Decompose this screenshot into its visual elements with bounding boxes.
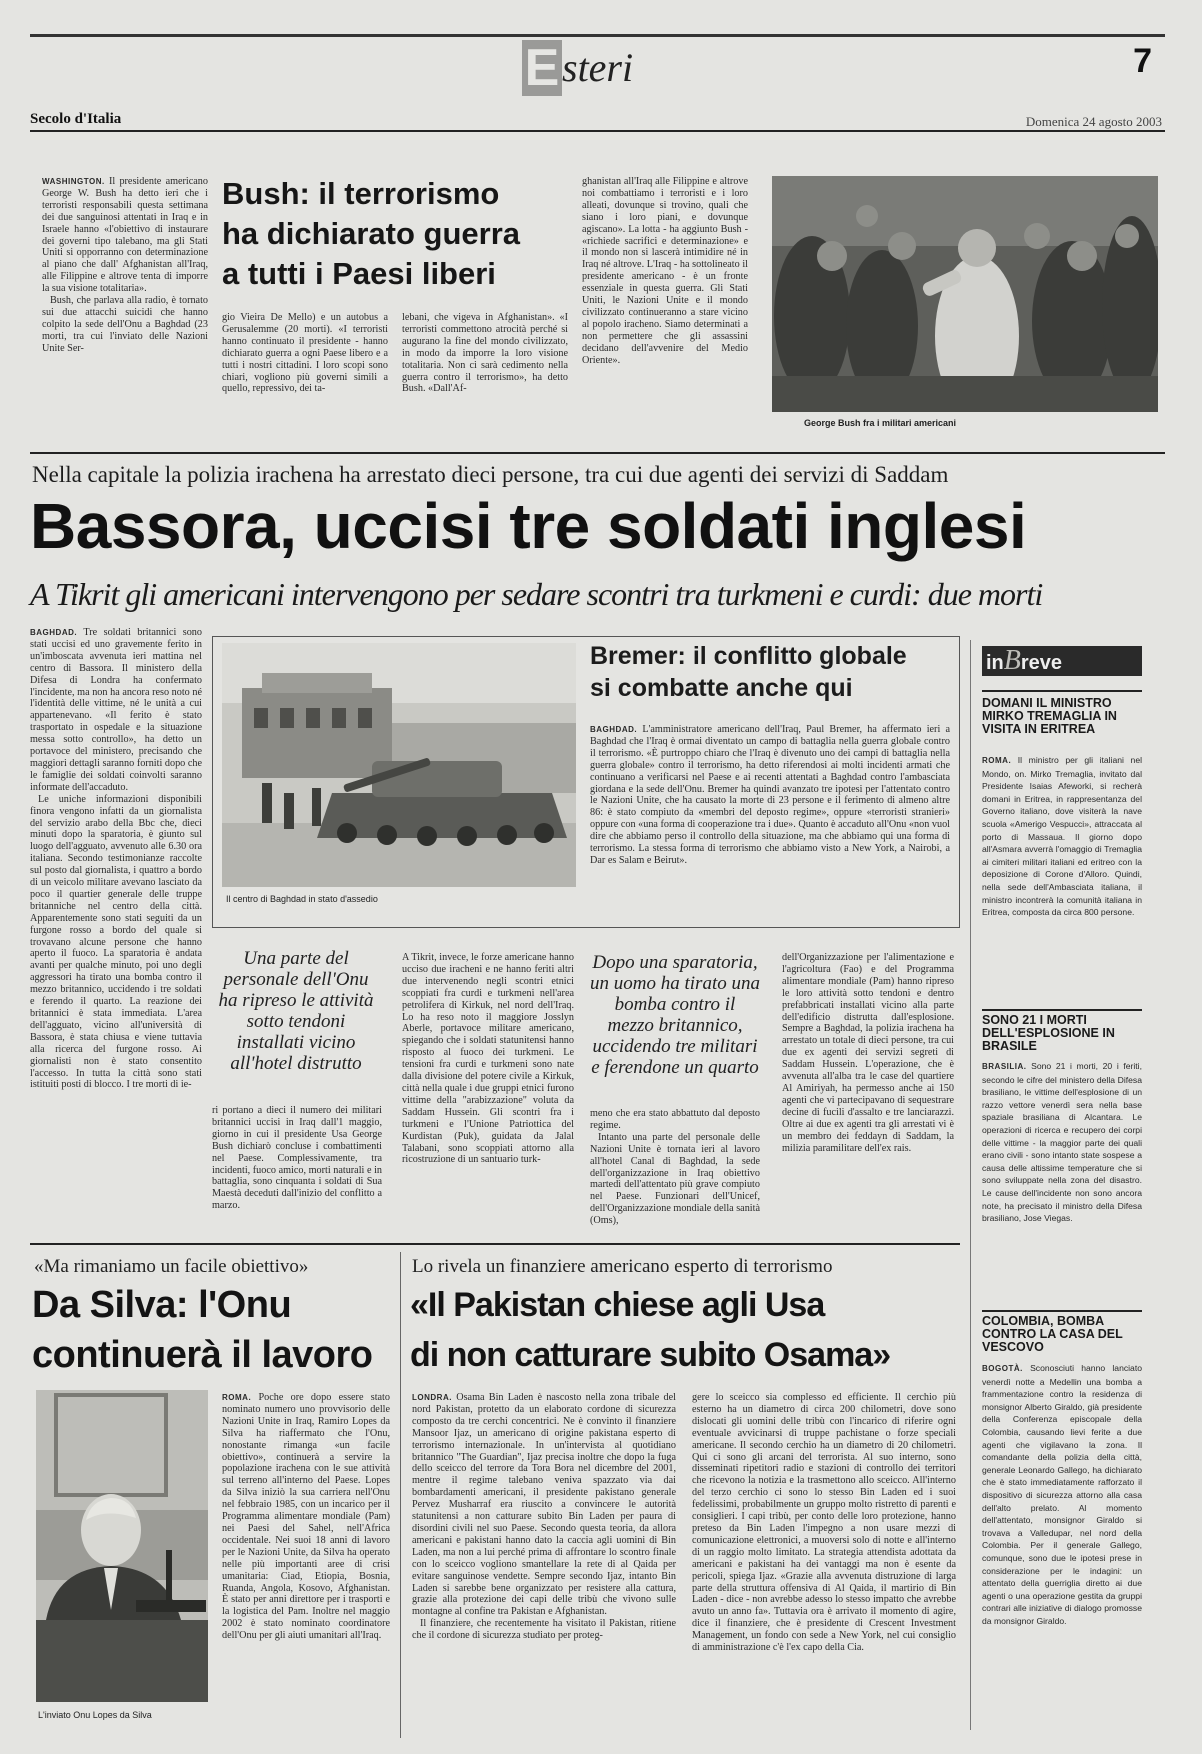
section-title — [522, 40, 722, 100]
bush-article-col2: gio Vieira De Mello) e un autobus a Gerusalemme (20 morti). «I terroristi hanno continuato il presidente - hanno dichiarato guerra a ogni Paese libero e a tutti i nostri cittadini. I loro scopi sono chiari, vogliono più governi simili a quello, repressivo, dei ta- — [222, 312, 388, 395]
top-rule — [30, 34, 1165, 37]
bremer-headline: Bremer: il conflitto globale si combatte anche qui — [590, 642, 907, 702]
pakistan-headline: «Il Pakistan chiese agli Usa di non catturare subito Osama» — [410, 1286, 891, 1374]
section-divider-2 — [30, 1243, 960, 1245]
pullquote-onu: Una parte del personale dell'Onu ha ripreso le attività sotto tendoni installati vicino all'hotel distrutto — [218, 948, 374, 1074]
dateline: BAGHDAD. — [590, 725, 638, 734]
section-title-initial: E — [522, 40, 562, 96]
brief-text-3: BOGOTÀ. Sconosciuti hanno lanciato venerdì notte a Medellin una bomba a frammentazione contro la residenza di monsignor Alberto Giraldo, già presidente della Conferenza episcopale della Colombia, causando lievi ferite a due agenti che vigilavano la zona. Il comandante della polizia della città, generale Leonardo Gallego, ha dichiarato che è stato immediatamente rafforzato il dispositivo di sicurezza attorno alla casa dell'alto prelato. Al momento dell'attentato, monsignor Giraldo si trovava a Valledupar, nel nord della Colombia. Per il generale Gallego, comunque, sono due le ipotesi prese in considerazione per le indagini: un attentato della guerriglia diretto ai due agenti o una operazione gestita da gruppi contrari alle iniziative di dialogo promosse da monsignor Giraldo. — [982, 1363, 1142, 1626]
brief-headline-1: DOMANI IL MINISTRO MIRKO TREMAGLIA IN VISITA IN ERITREA — [982, 696, 1117, 736]
bush-photo — [772, 176, 1158, 412]
dasilva-kicker: «Ma rimaniamo un facile obiettivo» — [34, 1256, 309, 1277]
brief-rule-2 — [982, 1009, 1142, 1011]
bush-headline: Bush: il terrorismo ha dichiarato guerra a tutti i Paesi liberi — [222, 176, 521, 291]
dateline: LONDRA. — [412, 1393, 452, 1402]
paper-name: Secolo d'Italia — [30, 111, 122, 127]
inbreve-label: inBreve — [982, 646, 1142, 676]
brief-rule-1 — [982, 690, 1142, 692]
issue-date: Domenica 24 agosto 2003 — [1025, 114, 1162, 129]
main-headline: Bassora, uccisi tre soldati inglesi — [30, 490, 1027, 562]
brief-headline-3: COLOMBIA, BOMBA CONTRO LA CASA DEL VESCOVO — [982, 1314, 1123, 1354]
dateline: BRASILIA. — [982, 1062, 1027, 1071]
main-article-col5: dell'Organizzazione per l'alimentazione e l'agricoltura (Fao) e del Programma alimentare mondiale (Pam) hanno ripreso le loro attività sotto tendoni e dentro prefabbricati installati vicino alla parte dell'edificio distrutta dall'esplosione. Sempre a Baghdad, la polizia irachena ha arrestato un totale di dieci persone, tra cui due ex agenti dei servizi segreti di Saddam Hussein. L'operazione, che è avvenuta all'alba tra le case del quartiere Al Amiriyah, ha permesso anche ai 150 agenti che vi partecipavano di sequestrare decine di fucili d'assalto e tre lanciarazzi. Oltre ai due ex agenti tra gli arrestati vi è un membro dei feddayn di Saddam, la milizia paramilitare dell'ex rais. — [782, 952, 954, 1154]
dateline: WASHINGTON. — [42, 177, 105, 186]
bush-article-col1: WASHINGTON. Il presidente americano George W. Bush ha detto ieri che i terroristi responsabili questa settimana dei due sanguinosi attentati in Iraq e in Israele hanno «l'obiettivo di instaurare dei governi tipo talebano, ma gli Stati Uniti si opporranno con determinazione al piano che dall' Afghanistan all'Iraq, alle Filippine e altrove tenta di imporre la sua visione totalitaria». Bush, che parlava alla radio, è tornato sui due attacchi suicidi che hanno colpito la sede dell'Onu a Baghdad (23 morti, tra cui l'inviato delle Nazioni Unite Ser- — [42, 176, 208, 354]
dasilva-photo — [36, 1390, 208, 1702]
dateline: BAGHDAD. — [30, 628, 78, 637]
masthead-rule — [30, 130, 1165, 132]
baghdad-photo-caption: Il centro di Baghdad in stato d'assedio — [226, 894, 378, 904]
bremer-text: BAGHDAD. L'amministratore americano dell'Iraq, Paul Bremer, ha affermato ieri a Baghdad che l'Iraq è ormai diventato un campo di battaglia nella guerra globale contro il terrorismo. «È purtroppo chiaro che l'Iraq è divenuto uno dei campi di battaglia nella guerra globale» contro il terrorismo, ha detto riferendosi ai molti incidenti armati che continuano a verificarsi nel Paese e ai recenti attentati a Baghdad contro l'ambasciata giordana e la sede dell'Onu. Bremer ha quindi avanzato tre ipotesi per l'attentato contro le Nazioni Unite, che ha causato la morte di 23 persone e il ferimento di almeno altre 86: è stato compiuto da «membri del deposto regime», oppure «terroristi stranieri» oppure con «una forma di cooperazione tra i due». Quanto è accaduto all'Onu «non vuol dire che abbiamo perso il controllo della situazione, ma che abbiamo qui una forma di terrorismo. La stessa forma di terrorismo che abbiamo visto a New York, a Nairobi, a Dar es Salam e Beirut». — [590, 724, 950, 866]
brief-headline-2: SONO 21 I MORTI DELL'ESPLOSIONE IN BRASILE — [982, 1013, 1115, 1053]
bush-article-col3: lebani, che vigeva in Afghanistan». «I terroristi commettono atrocità perché si augurano la fine del mondo civilizzato, in modo da imporre la loro visione totalitaria. Non ci sarà cedimento nella guerra contro il terrorismo», ha detto Bush. «Dall'Af- — [402, 312, 568, 395]
pakistan-col2: gere lo sceicco sia complesso ed efficiente. Il cerchio più esterno ha un diametro di circa 200 chilometri, dove sono dislocati gli uomini delle tribù con l'incarico di riferire ogni eventuale avvicinarsi di truppe pachistane o forze speciali americane. Il secondo cerchio ha un diametro di 20 chilometri. Qui ci sono gli arcani del terrorista. Al suo interno, sono disseminati ripetitori radio e stazioni di controllo dei territori che ricevono la notizia e la trasmettono allo sceicco. All'interno del terzo cerchio ci sono lo stesso Bin Laden ed i suoi fedelissimi, probabilmente un gruppo molto ristretto di parenti e consiglieri. I capi tribù, per conto delle loro protezione, hanno preteso da Bin Laden l'impegno a non usare mezzi di comunicazione elettronici, a muoversi solo di notte e all'interno di un raggio molto limitato. La strategia attendista adottata da americani e pakistani ha dei vantaggi ma non è esente da pericoli, spiega Ijaz. «Grazie alla avvenuta distruzione di larga parte della struttura offensiva di Al Qaida, il martirio di Bin Laden - dice - non avrebbe adesso lo stesso impatto che avrebbe avuto un anno fa». Tuttavia ora è arrivato il momento di agire, dice il finanziere, che è presidente di Crescent Investment Management, un fondo con sede a New York, nel cui consiglio di amministrazione c'è l'ex capo della Cia. — [692, 1392, 956, 1654]
dasilva-headline: Da Silva: l'Onu continuerà il lavoro — [32, 1284, 373, 1376]
page-number: 7 — [1133, 42, 1152, 80]
brief-text-2: BRASILIA. Sono 21 i morti, 20 i feriti, secondo le cifre del ministero della Difesa brasiliano, le vittime dell'esplosione di un razzo vettore venerdì sera nella base spaziale brasiliana di Alcantara. Le operazioni di ricerca e recupero dei corpi delle vittime - la maggior parte dei quali erano civili - sono intanto state sospese a causa delle altissime temperature che si sono sviluppate nella zona del disastro. Le cause dell'incidente non sono ancora note, ha precisato il ministro della Difesa brasiliano, Jose Viegas. — [982, 1061, 1142, 1224]
brief-rule-3 — [982, 1310, 1142, 1312]
main-article-col4: meno che era stato abbattuto dal deposto regime. Intanto una parte del personale delle Nazioni Unite è tornata ieri al lavoro all'hotel Canal di Baghdad, la sede dell'organizzazione in Iraq obiettivo martedì dell'attentato più grave compiuto nel Paese. Funzionari dell'Unicef, dell'Organizzazione mondiale della sanità (Oms), — [590, 1108, 760, 1227]
main-kicker: Nella capitale la polizia irachena ha arrestato dieci persone, tra cui due agenti dei servizi di Saddam — [32, 462, 949, 487]
section-divider-1 — [30, 452, 1165, 454]
dasilva-text: ROMA. Poche ore dopo essere stato nominato numero uno provvisorio delle Nazioni Unite in Iraq, Ramiro Lopes da Silva ha riaffermato che l'Onu, nonostante rimanga «un facile obiettivo», continuerà a servire la popolazione irachena con le sue attività sul terreno all'interno del Paese. Lopes da Silva iniziò la sua carriera nell'Onu nel febbraio 1985, con un incarico per il Programma alimentare mondiale (Pam) nei Paesi del Sahel, nell'Africa occidentale. Nei suoi 18 anni di lavoro per le Nazioni Unite, da Silva ha operato nelle più importanti aree di crisi umanitaria: Ciad, Etiopia, Bosnia, Ruanda, Angola, Kosovo, Afghanistan. È stato per anni direttore per i trasporti e la logistica del Pam. Inoltre nel maggio 2002 è stato nominato coordinatore dell'Onu per gli aiuti umanitari all'Iraq. — [222, 1392, 390, 1642]
main-article-col3: A Tikrit, invece, le forze americane hanno ucciso due iracheni e ne hanno feriti altri due intervenendo negli scontri etnici scoppiati fra curdi e turkmeni nell'area petrolifera di Kirkuk, nel nord dell'Iraq. Lo ha reso noto il maggiore Josslyn Aberle, portavoce militare americano, spiegando che i soldati statunitensi hanno risposto al fuoco dei turkmeni. Le tensioni fra curdi e turkmeni sono nate dalla divisione del potere civile a Kirkuk, città nella quale i due gruppi etnici furono vittime della "arabizzazione" voluta da Saddam Hussein. Gli scontri fra i turkmeni e l'Unione Patriottica del Kurdistan (Puk), guidata da Jalal Talabani, sono scoppiati attorno alla ricostruzione di un santuario turk- — [402, 952, 574, 1166]
inbreve-sidebar-border — [970, 640, 971, 1730]
brief-text-1: ROMA. Il ministro per gli italiani nel Mondo, on. Mirko Tremaglia, invitato dal Presidente Isaias Afeworki, si recherà domani in Eritrea, in rappresentanza del Governo italiano, dove visiterà la nave scuola «Amerigo Vespucci», attraccata al porto di Massaua. Il giorno dopo all'Asmara avverrà l'omaggio di Tremaglia ai cimiteri militari italiani ed eritreo con la deposizione di Corone d'Alloro. Quindi, nella sede dell'Ambasciata italiana, il ministro incontrerà la comunità italiana in Eritrea, composta da circa 800 persone. — [982, 755, 1142, 918]
bush-photo-image — [772, 176, 1158, 412]
bush-article-col4: ghanistan all'Iraq alle Filippine e altrove noi combattiamo i terroristi e i loro alleati, dovunque si trovino, quali che siano i loro piani, e dovunque agiscano». La lotta - ha aggiunto Bush - «richiede sacrifici e determinazione» e il mondo non si lascerà intimidire né in Iraq né altrove. L'Iraq - ha sottolineato il presidente americano - è un fronte essenziale in questa guerra. Gli Stati Uniti, le Nazioni Unite e il mondo civilizzato continueranno a stare vicino al popolo iracheno. Siamo determinati a non permettere che gli assassini decidano dell'avvenire del Medio Oriente». — [582, 176, 748, 366]
dateline: BOGOTÀ. — [982, 1364, 1023, 1373]
section-title-rest: steri — [562, 45, 634, 90]
dasilva-photo-image — [36, 1390, 208, 1702]
pullquote-sparatoria: Dopo una sparatoria, un uomo ha tirato una bomba contro il mezzo britannico, uccidendo tre militari e ferendone un quarto — [590, 952, 760, 1078]
main-subhead: A Tikrit gli americani intervengono per sedare scontri tra turkmeni e curdi: due morti — [30, 576, 1043, 612]
main-article-col1: BAGHDAD. Tre soldati britannici sono stati uccisi ed uno gravemente ferito in un'imboscata avvenuta ieri mattina nel centro di Bassora. Il ministero della Difesa di Londra ha confermato l'incidente, ma non ha ancora reso noto né l'identità delle vittime, né le unità a cui appartenevano. «Il ferito è stato trasportato in ospedale e la situazione messa sotto controllo», ha detto un portavoce del ministero, precisando che maggiori dettagli saranno forniti dopo che le famiglie dei soldati coinvolti saranno informate dell'accaduto. Le uniche informazioni disponibili finora vengono infatti da un giornalista del servizio arabo della Bbc che, dieci minuti dopo la sparatoria, è giunto sul luogo dell'agguato, avvenuto alle 6.30 ora italiana. Secondo testimonianze raccolte sul posto dal giornalista, i quattro a bordo di un veicolo militare avevano lasciato da poco il quartier generale delle truppe britanniche nel centro della città. Apparentemente sono stati seguiti da un furgone rosso a bordo del quale si trovavano alcune persone che hanno aperto il fuoco. La sparatoria è andata avanti per qualche minuto, poi uno degli aggressori ha tirato una bomba contro il mezzo britannico, uccidendo i tre soldati e ferendo il quarto. La reazione dei britannici è stata immediata. L'area dell'agguato, vicino all'università di Bassora, è stata chiusa e viene tuttavia alla ricerca del furgone rosso. Ai giornalisti non è stato consentito l'accesso. In tutta la città sono stati istituiti posti di blocco. I tre morti di ie- — [30, 627, 202, 1091]
dasilva-photo-caption: L'inviato Onu Lopes da Silva — [38, 1710, 152, 1720]
column-rule — [400, 1252, 401, 1738]
pakistan-kicker: Lo rivela un finanziere americano esperto di terrorismo — [412, 1256, 833, 1277]
dateline: ROMA. — [222, 1393, 252, 1402]
pakistan-col1: LONDRA. Osama Bin Laden è nascosto nella zona tribale del nord Pakistan, protetto da un elaborato cordone di sicurezza composto da tre cerchi concentrici. Ne è convinto il finanziere Mansoor Ijaz, un americano di origine pakistana esperto di terrorismo internazionale. In un'intervista al quotidiano britannico "The Guardian", Ijaz precisa inoltre che dopo la fuga dello sceicco del terrore da Tora Bora nel dicembre del 2001, mentre il regime talebano veniva spazzato via dai bombardamenti americani, il presidente pakistano generale Pervez Musharraf era riuscito a convincere le autorità statunitensi a non catturare subito Bin Laden per paura di disordini civili nel suo Paese. Secondo questa teoria, da allora americani e pakistani hanno dato la caccia agli uomini di Bin Laden, ma non a lui perché prima di affrontare lo scontro finale con lo sceicco vogliono smantellare la rete di al Qaida per evitare sanguinose vendette. Sempre secondo Ijaz, intanto Bin Laden si sarebbe bene organizzato per resistere alla cattura, grazie alla protezione dei capi delle tribù che vivono sulle montagne al confine tra Pakistan e Afghanistan. Il finanziere, che recentemente ha visitato il Pakistan, ritiene che il cordone di sicurezza studiato per proteg- — [412, 1392, 676, 1642]
bush-photo-caption: George Bush fra i militari americani — [804, 418, 957, 428]
main-article-col2: ri portano a dieci il numero dei militari britannici uccisi in Iraq dall'1 maggio, giorno in cui il presidente Usa George Bush dichiarò concluse i combattimenti nel Paese. Complessivamente, tra incidenti, fuoco amico, morti naturali e in battaglia, sono cinquanta i soldati di Sua Maestà deceduti dall'inizio del conflitto a marzo. — [212, 1105, 382, 1212]
dateline: ROMA. — [982, 756, 1012, 765]
